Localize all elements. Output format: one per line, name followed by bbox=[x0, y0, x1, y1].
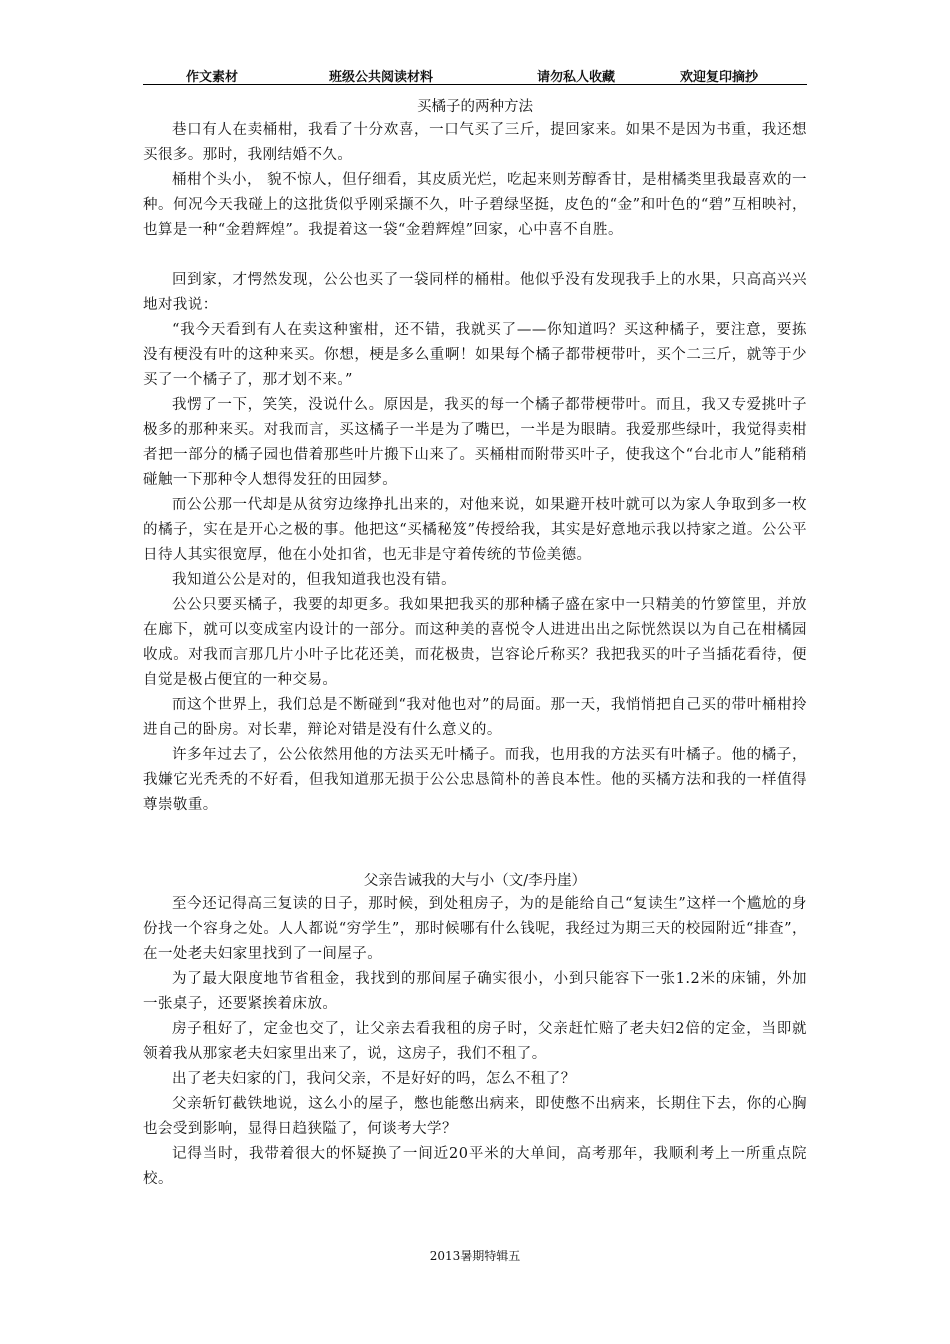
article2-paragraph: 为了最大限度地节省租金，我找到的那间屋子确实很小，小到只能容下一张1.2米的床铺，外加一张桌子，还要紧挨着床放。 bbox=[143, 971, 807, 1012]
article1-paragraph: 我愣了一下，笑笑，没说什么。原因是，我买的每一个橘子都带梗带叶。而且，我又专爱挑叶子极多的那种来买。对我而言，买这橘子一半是为了嘴巴，一半是为眼睛。我爱那些绿叶，我觉得卖柑者把一部分的橘子园也借着那些叶片搬下山来了。买桶柑而附带买叶子，使我这个“台北市人”能稍稍碰触一下那种令人想得发狂的田园梦。 bbox=[143, 397, 807, 488]
header-item-essay-material: 作文素材 bbox=[186, 70, 239, 85]
article1-paragraph: 许多年过去了，公公依然用他的方法买无叶橘子。而我，也用我的方法买有叶橘子。他的橘子，我嫌它光秃秃的不好看，但我知道那无损于公公忠恳简朴的善良本性。他的买橘方法和我的一样值得尊崇敬重。 bbox=[143, 747, 807, 813]
article2-paragraph: 至今还记得高三复读的日子，那时候，到处租房子，为的是能给自己“复读生”这样一个尴尬的身份找一个容身之处。人人都说“穷学生”，那时候哪有什么钱呢，我经过为期三天的校园附近“排查”，在一处老夫妇家里找到了一间屋子。 bbox=[143, 896, 807, 962]
page-header bbox=[143, 66, 807, 85]
article2-paragraph: 房子租好了，定金也交了，让父亲去看我租的房子时，父亲赶忙赔了老夫妇2倍的定金，当即就领着我从那家老夫妇家里出来了，说，这房子，我们不租了。 bbox=[143, 1021, 807, 1062]
article1-paragraph: 桶柑个头小， 貌不惊人，但仔细看，其皮质光烂，吃起来则芳醇香甘，是柑橘类里我最喜欢的一种。何况今天我碰上的这批货似乎刚采撷不久，叶子碧绿坚挺，皮色的“金”和叶色的“碧”互相映衬，也算是一种“金碧辉煌”。我提着这一袋“金碧辉煌”回家，心中喜不自胜。 bbox=[143, 172, 807, 238]
header-item-no-private: 请勿私人收藏 bbox=[537, 70, 616, 85]
header-item-welcome-copy: 欢迎复印摘抄 bbox=[680, 70, 759, 85]
header-item-class-reading: 班级公共阅读材料 bbox=[329, 70, 434, 85]
article1-paragraph: 公公只要买橘子，我要的却更多。我如果把我买的那种橘子盛在家中一只精美的竹箩筐里，并放在廊下，就可以变成室内设计的一部分。而这种美的喜悦令人进进出出之际恍然误以为自己在柑橘园收成。对我而言那几片小叶子比花还美，而花极贵，岂容论斤称买？我把我买的叶子当插花看待，便自觉是极占便宜的一种交易。 bbox=[143, 597, 807, 688]
article2-paragraph: 出了老夫妇家的门，我问父亲，不是好好的吗，怎么不租了？ bbox=[172, 1071, 576, 1087]
article2-paragraph: 记得当时，我带着很大的怀疑换了一间近20平米的大单间，高考那年，我顺利考上一所重点院校。 bbox=[143, 1146, 807, 1187]
article2-paragraph: 父亲斩钉截铁地说，这么小的屋子，憋也能憋出病来，即使憋不出病来，长期住下去，你的心胸也会受到影响，显得日趋狭隘了，何谈考大学？ bbox=[143, 1096, 807, 1137]
article1-paragraph: 回到家，才愕然发现，公公也买了一袋同样的桶柑。他似乎没有发现我手上的水果，只高高兴兴地对我说： bbox=[143, 272, 807, 313]
article1-title: 买橘子的两种方法 bbox=[417, 99, 533, 115]
article1-paragraph: 而这个世界上，我们总是不断碰到“我对他也对”的局面。那一天，我悄悄把自己买的带叶桶柑拎进自己的卧房。对长辈，辩论对错是没有什么意义的。 bbox=[143, 697, 807, 738]
page-footer: 2013暑期特辑五 bbox=[429, 1249, 521, 1263]
article1-paragraph: 而公公那一代却是从贫穷边缘挣扎出来的，对他来说，如果避开枝叶就可以为家人争取到多一枚的橘子，实在是开心之极的事。他把这“买橘秘笈”传授给我，其实是好意地示我以持家之道。公公平日待人其实很宽厚，他在小处扣省，也无非是守着传统的节俭美德。 bbox=[143, 497, 807, 563]
article1-paragraph: 我知道公公是对的，但我知道我也没有错。 bbox=[172, 572, 457, 588]
article2-title: 父亲告诫我的大与小（文/李丹崖） bbox=[363, 873, 587, 889]
article1-paragraph: 巷口有人在卖桶柑，我看了十分欢喜，一口气买了三斤，提回家来。如果不是因为书重，我还想买很多。那时，我刚结婚不久。 bbox=[143, 122, 807, 163]
article1-paragraph: “我今天看到有人在卖这种蜜柑，还不错，我就买了——你知道吗？买这种橘子，要注意，要拣没有梗没有叶的这种来买。你想，梗是多么重啊！如果每个橘子都带梗带叶，买个二三斤，就等于少买了一个橘子了，那才划不来。” bbox=[143, 322, 807, 388]
